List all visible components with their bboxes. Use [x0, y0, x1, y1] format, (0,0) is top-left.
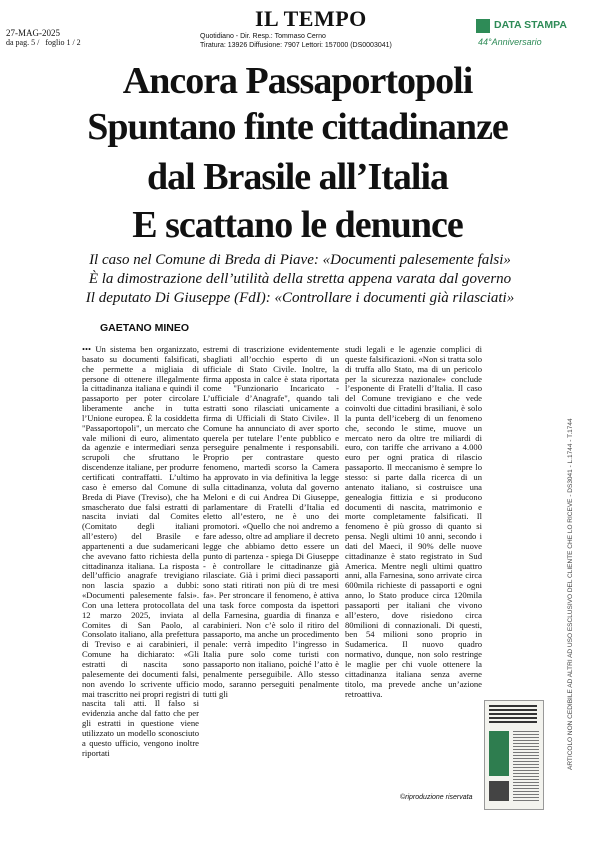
- subhead-2: È la dimostrazione dell’utilità della stretta appena varata dal governo: [88, 271, 512, 287]
- sheet-number: foglio 1 / 2: [45, 38, 81, 47]
- publication-info: [200, 32, 392, 50]
- subhead-1: Il caso nel Comune di Breda di Piave: «Documenti palesemente falsi»: [89, 252, 511, 268]
- column-2-text: estremi di trascrizione evidentemente sbagliati all’occhio esperto di un ufficiale di Stato Civile. Inoltre, la firma apposta in calce è stata riportata come "Funzionario Incaricato - L’ufficiale d’Anagrafe", quando tali estratti sono rilasciati unicamente a firma di Ufficiali di Stato Civile». Il Comune ha annunciato di aver sporto querela per tutelare l’ente pubblico e perseguire penalmente i responsabili. Proprio per contrastare questo fenomeno, martedì scorso la Camera ha approvato in via definitiva la legge sulla cittadinanza, voluta dal governo Meloni e di cui Andrea Di Giuseppe, parlamentare di Fratelli d’Italia ed eletto all’estero, ne è uno dei promotori. «Quello che noi andremo a fare adesso, oltre ad ampliare il decreto legge che abbiamo detto essere un punto di partenza - spiega Di Giuseppe - è controllare le cittadinanze già rilasciate. Già i primi dieci passaporti sono stati ritirati non più di tre mesi fa». Per stroncare il fenomeno, è attiva una task force composta da ispettori della Farnesina, guardia di finanza e carabinieri. Non c’è solo il ritiro del passaporto, ma anche un procedimento penale: verrà impedito l’ingresso in Italia pure solo come turisti con passaporto non italiano, poiché l’atto è penalmente perseguibile. Allo stesso modo, saranno perseguiti penalmente tutti gli: [203, 344, 339, 699]
- publication-type: Quotidiano - Dir. Resp.: Tommaso Cerno: [200, 33, 326, 40]
- byline: GAETANO MINEO: [100, 322, 190, 334]
- page-number: da pag. 5 /: [6, 38, 40, 47]
- column-1-text: ••• Un sistema ben organizzato, basato su documenti falsificati, che permette a migliaia di persone di ottenere illegalmente la cittadinanza italiana e quindi il passaporto per poter circolare liberamente anche in tutta l’Unione europea. È la cosiddetta "Passaportopoli", un mercato che vale milioni di euro, alimentato da agenzie e intermediari senza scrupoli che sfruttano le discendenze italiane, per produrre certificati contraffatti. L’ultimo caso è emerso dal Comune di Breda di Piave (Treviso), che ha smascherato due falsi estratti di nascita inviati dal Comites (Comitato degli italiani all’estero) del Brasile e appartenenti a due sudamericani che avevano fatto richiesta della cittadinanza italiana. La risposta dell’ufficio anagrafe trevigiano non lascia spazio a dubbi: «Documenti palesemente falsi». Con una lettera protocollata del 12 marzo 2025, inviata al Comites di San Paolo, al Consolato italiano, alla prefettura di Treviso e ai carabinieri, il Comune ha dichiarato: «Gli estratti di nascita sono palesemente dei documenti falsi, non avendo lo scrivente ufficio mai trascritto nei propri registri di nascita tali atti. Il falso si evidenzia anche dal fatto che per gli estratti in questione viene utilizzato un modello sconosciuto a questo ufficio, vengono inoltre riportati: [82, 344, 199, 758]
- data-stampa-brand: DATA STAMPA: [494, 19, 567, 31]
- thumbnail-image: [489, 731, 509, 776]
- headline-line-2: Spuntano finte cittadinanze: [87, 106, 508, 148]
- date: 27-MAG-2025: [6, 28, 60, 38]
- article-column-2: [203, 345, 339, 700]
- header-meta: [6, 28, 81, 48]
- thumbnail-headline: [489, 705, 537, 725]
- circulation: Tiratura: 13926 Diffusione: 7907 Lettori: 157000 (DS0003041): [200, 42, 392, 49]
- article-column-3: [345, 345, 482, 700]
- column-3-text: studi legali e le agenzie complici di queste falsificazioni. «Non si tratta solo di truffa allo Stato, ma di un pericolo per la sicurezza nazionale» conclude l’esponente di Fratelli d’Italia. Il caso del Comune trevigiano e che vede coinvolti due cittadini brasiliani, è solo la punta dell’iceberg di un fenomeno che, secondo le stime, muove un mercato nero da oltre tre miliardi di euro, con tariffe che arrivano a 4.000 euro per ogni pratica di rilascio passaporto. Il meccanismo è sempre lo stesso: si parte dalla ricerca di un antenato italiano, si costruisce una genealogia fittizia e si producono documenti di nascita, matrimonio e morte completamente falsificati. Il fenomeno è più grosso di quanto si pensa. Negli ultimi 10 anni, secondo i dati del Maeci, il 90% delle nuove cittadinanze è stato registrato in Sud America. Mentre negli ultimi quattro anni, alla Farnesina, sono arrivate circa 600mila richieste di passaporti e ogni anno, lo Stato produce circa 120mila passaporti per italiani che vivono all’estero, dove risiedono circa 80milioni di connazionali. Di questi, ben 54 milioni sono proprio in Sudamerica. Il nuovo quadro normativo, dunque, non solo restringe le maglie per chi vuole ottenere la cittadinanza italiana senza averne titolo, ma prevede anche un’azione retroattiva.: [345, 344, 482, 699]
- copyright-note: ©riproduzione riservata: [400, 794, 473, 801]
- page-ref: [6, 38, 81, 48]
- data-stampa-logo-icon: [476, 19, 490, 33]
- thumbnail-photo: [489, 781, 509, 801]
- headline-line-4: E scattano le denunce: [132, 204, 463, 246]
- side-notice: ARTICOLO NON CEDIBILE AD ALTRI AD USO ESCLUSIVO DEL CLIENTE CHE LO RICEVE - DS3041 - L.1744 - T.1744: [567, 418, 574, 770]
- masthead-logo: IL TEMPO: [255, 6, 367, 31]
- anniversary: 44°Anniversario: [478, 37, 542, 47]
- headline-line-1: Ancora Passaportopoli: [122, 60, 473, 102]
- headline-line-3: dal Brasile all’Italia: [147, 156, 448, 198]
- page-thumbnail: [484, 700, 544, 810]
- article-column-1: [82, 345, 199, 759]
- thumbnail-text: [513, 731, 539, 801]
- subhead-3: Il deputato Di Giuseppe (FdI): «Controllare i documenti già rilasciati»: [85, 290, 515, 306]
